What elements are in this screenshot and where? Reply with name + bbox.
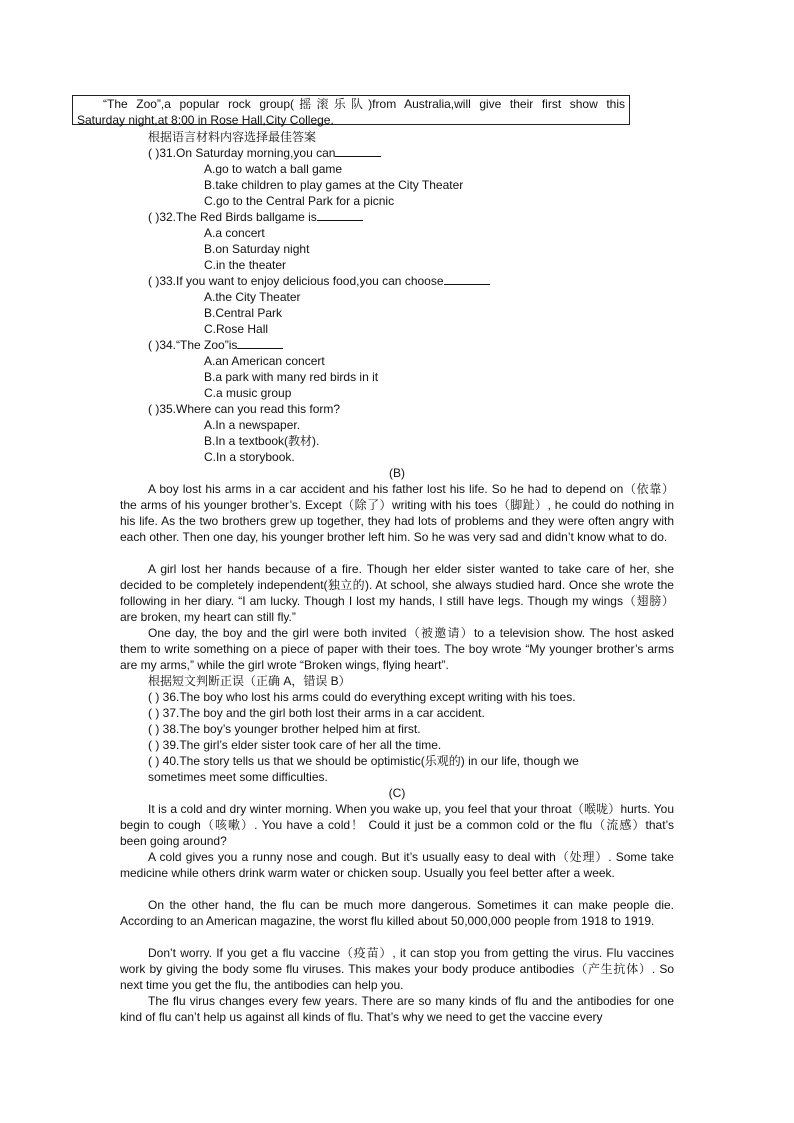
option: C.Rose Hall [204, 322, 269, 336]
paragraph-text: A girl lost her hands because of a fire. Though her elder sister wanted to take care of her, she decided to be completely independent(独立的). At school, she always studied hard. Once she wrote the following in her diary. “I am lucky. Though I lost my hands, I still have legs. Though my wings（翅膀） are broken, my heart can still fly.” [120, 562, 674, 624]
statement-39: ( ) 39.The girl’s elder sister took care of her all the time. [148, 738, 442, 752]
option: C.a music group [204, 386, 292, 400]
section-c-label: (C) [388, 786, 406, 800]
option: A.an American concert [204, 354, 325, 368]
section-b-paragraph-3 [120, 625, 674, 673]
section-b-paragraph-2 [120, 561, 674, 625]
answer-blank [237, 337, 283, 349]
paragraph-text: A cold gives you a runny nose and cough. But it’s usually easy to deal with（处理）. Some take medicine while others drink warm water or chicken soup. Usually you feel better after a week. [120, 850, 674, 880]
intro-box [72, 95, 630, 125]
intro-line-1: “The Zoo”,a popular rock group(摇滚乐队)from Australia,will give their first show this [103, 97, 625, 111]
paragraph-text: Don’t worry. If you get a flu vaccine（疫苗）, it can stop you from getting the virus. Flu vaccines work by giving the body some flu viruses. This makes your body produce antibodies（产生抗体）. So next time you get the flu, the antibodies can help you. [120, 946, 674, 992]
intro-line-2: Saturday night,at 8:00 in Rose Hall,City College. [77, 113, 334, 127]
question-stem: ( )34.“The Zoo”is [148, 338, 238, 352]
option: A.a concert [204, 226, 265, 240]
statement-40: ( ) 40.The story tells us that we should be optimistic(乐观的) in our life, though we [148, 754, 579, 768]
section-b-label: (B) [389, 466, 405, 480]
question-34 [148, 337, 283, 353]
option: A.the City Theater [204, 290, 301, 304]
paragraph-text: A boy lost his arms in a car accident and his father lost his life. So he had to depend on（依靠）the arms of his younger brother’s. Except（除了）writing with his toes（脚趾）, he could do nothing in his life. As the two brothers grew up together, they had lots of problems and they were often angry with each other. Then one day, his younger brother left him. So he was very sad and didn’t know what to do. [120, 482, 674, 544]
answer-blank [317, 209, 363, 221]
section-b-paragraph-1 [120, 481, 674, 545]
section-a-instruction: 根据语言材料内容选择最佳答案 [148, 130, 317, 144]
option: B.In a textbook(教材). [204, 434, 320, 448]
question-33 [148, 273, 490, 289]
paragraph-text: It is a cold and dry winter morning. When you wake up, you feel that your throat（喉咙）hurts. You begin to cough（咳嗽）. You have a cold！ Could it just be a common cold or the flu（流感）that’s been going around? [120, 802, 674, 848]
option: B.a park with many red birds in it [204, 370, 379, 384]
section-c-paragraph-4 [120, 945, 674, 993]
answer-blank [335, 145, 381, 157]
statement-40-continued: sometimes meet some difficulties. [148, 770, 328, 784]
statement-37: ( ) 37.The boy and the girl both lost their arms in a car accident. [148, 706, 485, 720]
paragraph-text: On the other hand, the flu can be much more dangerous. Sometimes it can make people die. According to an American magazine, the worst flu killed about 50,000,000 people from 1918 to 1919. [120, 898, 674, 928]
question-stem: ( )33.If you want to enjoy delicious food,you can choose [148, 274, 444, 288]
answer-blank [444, 273, 490, 285]
paragraph-text: One day, the boy and the girl were both invited（被邀请）to a television show. The host asked them to write something on a piece of paper with their toes. The boy wrote “My younger brother’s arms are my arms,” while the girl wrote “Broken wings, flying heart”. [120, 626, 674, 672]
question-35: ( )35.Where can you read this form? [148, 402, 341, 416]
paragraph-text: The flu virus changes every few years. There are so many kinds of flu and the antibodies for one kind of flu can’t help us against all kinds of flu. That’s why we need to get the vaccine every [120, 994, 674, 1024]
option: C.In a storybook. [204, 450, 295, 464]
option: A.In a newspaper. [204, 418, 301, 432]
option: B.on Saturday night [204, 242, 310, 256]
section-c-paragraph-1 [120, 801, 674, 849]
option: C.in the theater [204, 258, 287, 272]
statement-36: ( ) 36.The boy who lost his arms could do everything except writing with his toes. [148, 690, 576, 704]
section-c-paragraph-2 [120, 849, 674, 881]
option: B.Central Park [204, 306, 283, 320]
section-b-instruction: 根据短文判断正误（正确 A，错误 B） [148, 674, 351, 688]
section-c-paragraph-3 [120, 897, 674, 929]
option: A.go to watch a ball game [204, 162, 343, 176]
question-stem: ( )31.On Saturday morning,you can [148, 146, 336, 160]
question-stem: ( )32.The Red Birds ballgame is [148, 210, 317, 224]
statement-38: ( ) 38.The boy’s younger brother helped him at first. [148, 722, 421, 736]
question-32 [148, 209, 363, 225]
option: B.take children to play games at the City Theater [204, 178, 464, 192]
question-31 [148, 145, 381, 161]
option: C.go to the Central Park for a picnic [204, 194, 395, 208]
section-c-paragraph-5 [120, 993, 674, 1025]
